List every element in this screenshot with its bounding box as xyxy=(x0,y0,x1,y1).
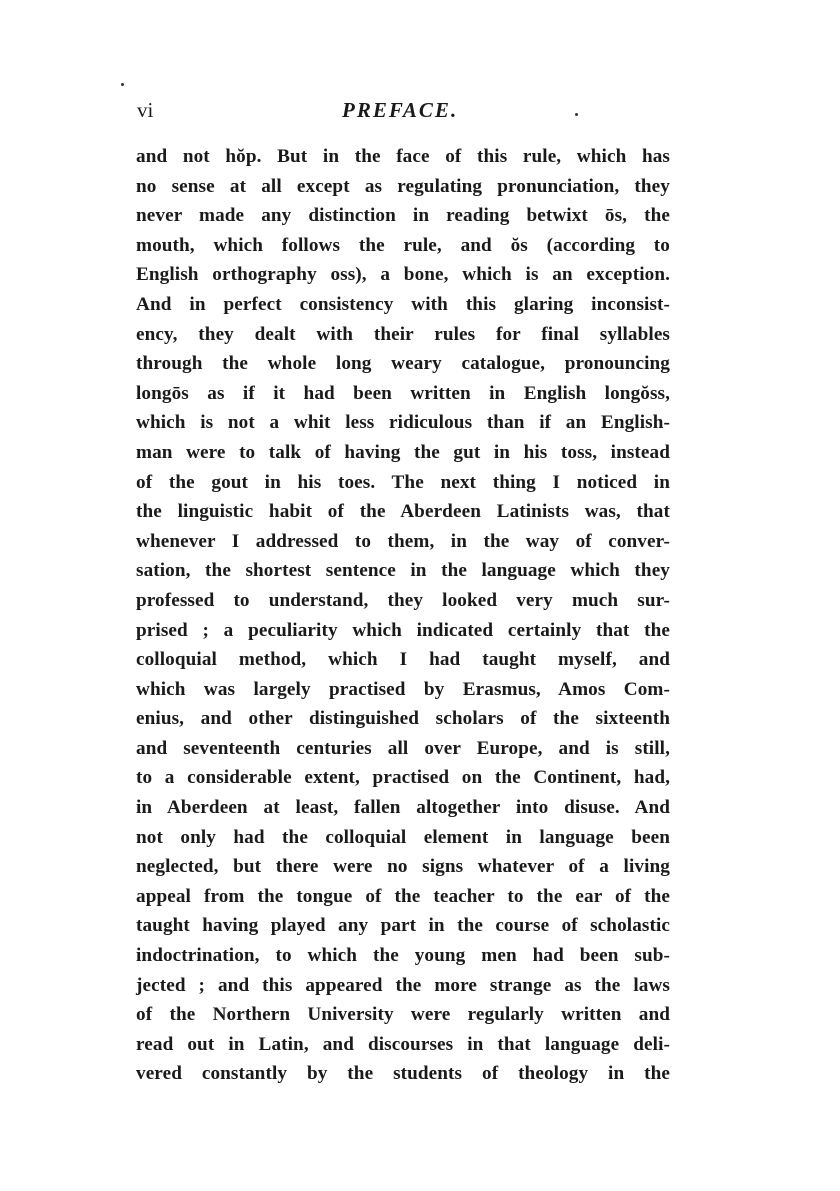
page-header xyxy=(137,98,667,130)
text-line: English orthography oss), a bone, which is an exception. xyxy=(136,264,670,286)
text-line: to a considerable extent, practised on the Continent, had, xyxy=(136,767,670,789)
text-line: sation, the shortest sentence in the language which they xyxy=(136,560,670,582)
text-line: no sense at all except as regulating pronunciation, they xyxy=(136,175,670,197)
text-line: never made any distinction in reading betwixt ōs, the xyxy=(136,205,670,227)
text-line: vered constantly by the students of theology in the xyxy=(136,1063,670,1085)
text-line: taught having played any part in the course of scholastic xyxy=(136,915,670,937)
text-line: in Aberdeen at least, fallen altogether into disuse. And xyxy=(136,797,670,819)
running-title: PREFACE. xyxy=(342,98,459,122)
page-number: vi xyxy=(137,98,154,122)
text-line: man were to talk of having the gut in his toss, instead xyxy=(136,441,670,463)
text-line: read out in Latin, and discourses in that language deli- xyxy=(136,1033,670,1055)
text-line: prised ; a peculiarity which indicated certainly that the xyxy=(136,619,670,641)
text-line: through the whole long weary catalogue, pronouncing xyxy=(136,353,670,375)
text-line: ency, they dealt with their rules for final syllables xyxy=(136,323,670,345)
print-speck xyxy=(121,83,124,86)
text-line: jected ; and this appeared the more strange as the laws xyxy=(136,974,670,996)
text-line: enius, and other distinguished scholars of the sixteenth xyxy=(136,708,670,730)
body-text xyxy=(136,142,670,1089)
text-line: which is not a whit less ridiculous than if an English- xyxy=(136,412,670,434)
text-line: of the gout in his toes. The next thing I noticed in xyxy=(136,471,670,493)
text-line: of the Northern University were regularly written and xyxy=(136,1004,670,1026)
text-line: colloquial method, which I had taught myself, and xyxy=(136,649,670,671)
text-line: neglected, but there were no signs whatever of a living xyxy=(136,856,670,878)
text-line: the linguistic habit of the Aberdeen Latinists was, that xyxy=(136,501,670,523)
text-line: whenever I addressed to them, in the way of conver- xyxy=(136,530,670,552)
text-line: longōs as if it had been written in English longŏss, xyxy=(136,382,670,404)
text-line: And in perfect consistency with this glaring inconsist- xyxy=(136,293,670,315)
text-line: and seventeenth centuries all over Europe, and is still, xyxy=(136,737,670,759)
text-line: indoctrination, to which the young men had been sub- xyxy=(136,945,670,967)
text-line: not only had the colloquial element in language been xyxy=(136,826,670,848)
text-line: appeal from the tongue of the teacher to the ear of the xyxy=(136,885,670,907)
text-line: mouth, which follows the rule, and ŏs (according to xyxy=(136,234,670,256)
text-line: professed to understand, they looked very much sur- xyxy=(136,589,670,611)
text-line: which was largely practised by Erasmus, Amos Com- xyxy=(136,678,670,700)
text-line: and not hŏp. But in the face of this rule, which has xyxy=(136,146,670,167)
